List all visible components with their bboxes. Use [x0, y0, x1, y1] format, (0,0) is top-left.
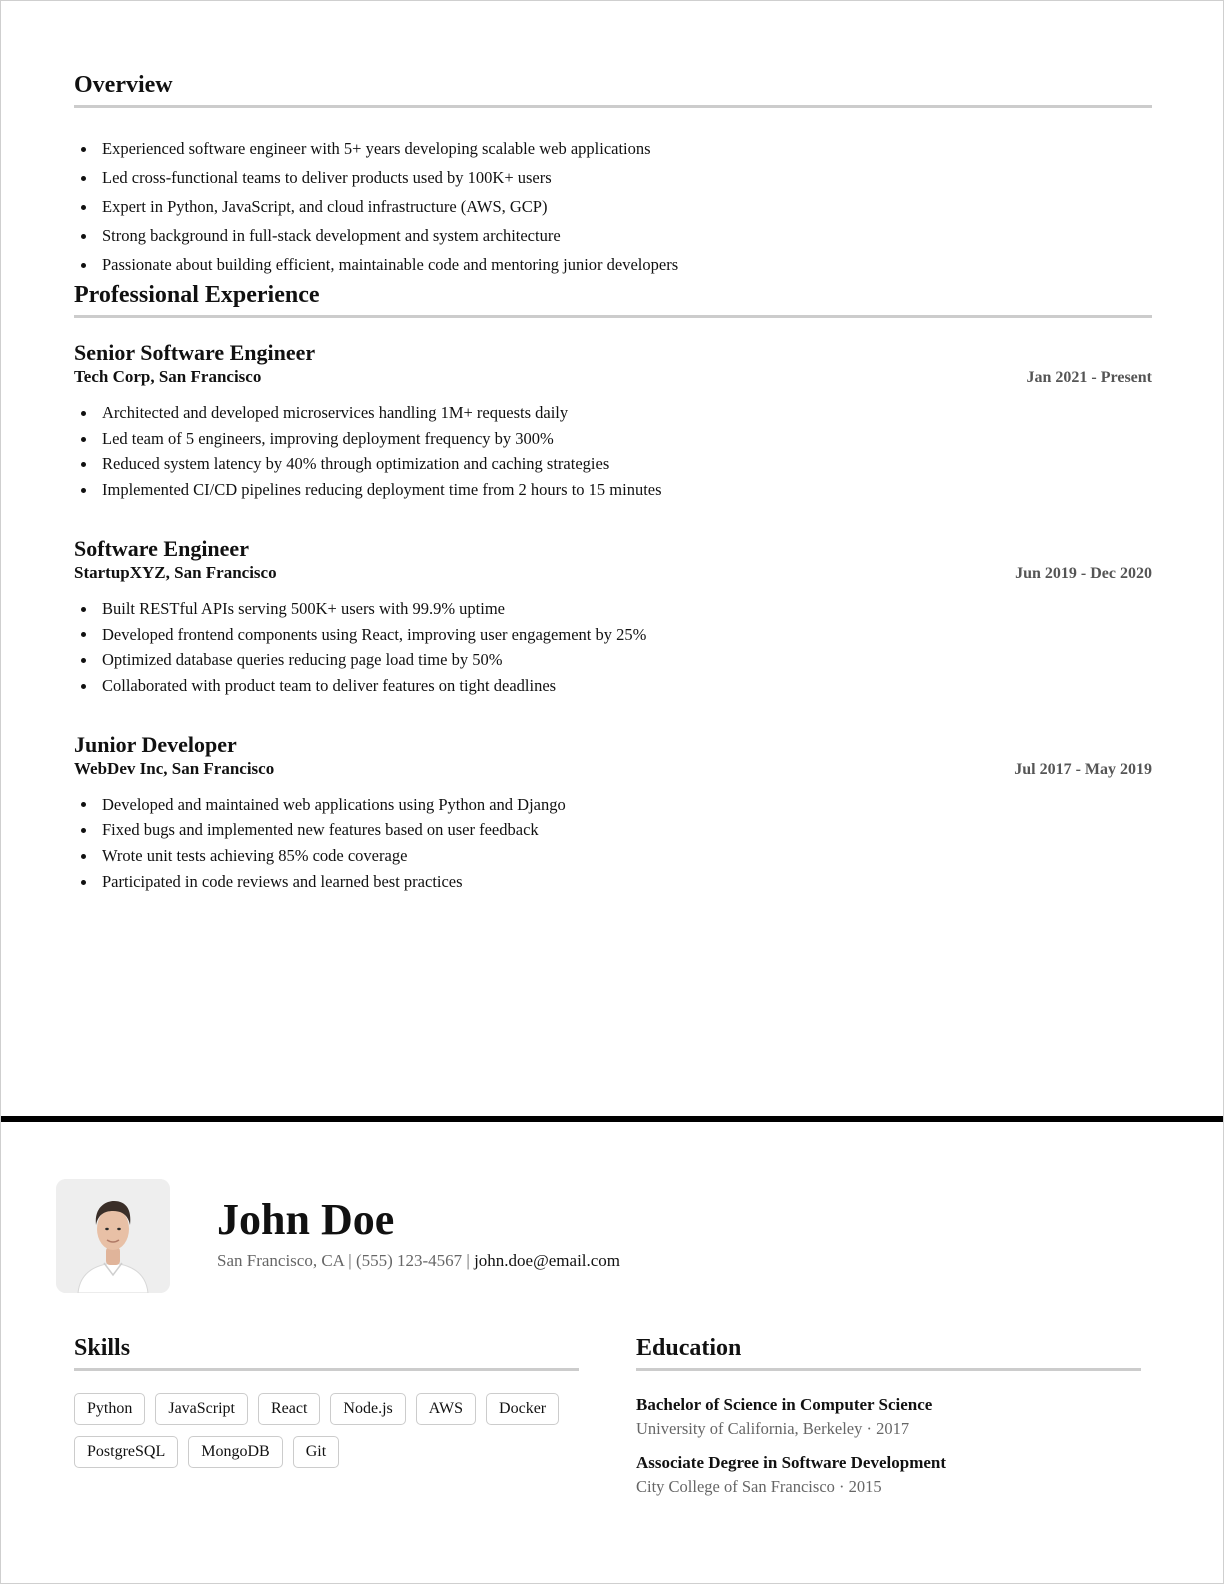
job-bullet: Architected and developed microservices handling 1M+ requests daily: [102, 400, 1152, 426]
job-bullet: Wrote unit tests achieving 85% code coverage: [102, 843, 1152, 869]
contact-separator: |: [462, 1251, 475, 1270]
contact-location: San Francisco, CA: [217, 1251, 345, 1270]
job-entry: [74, 536, 1152, 699]
education-section: [636, 1334, 1141, 1499]
job-company: Tech Corp, San Francisco: [74, 367, 262, 386]
job-bullet: Participated in code reviews and learned best practices: [102, 869, 1152, 895]
skill-tag: React: [258, 1393, 320, 1425]
job-entry: [74, 732, 1152, 895]
overview-item: Strong background in full-stack development and system architecture: [102, 221, 1152, 250]
job-bullets: [74, 596, 1152, 699]
contact-email-link[interactable]: john.doe@email.com: [474, 1251, 621, 1270]
job-dates: Jan 2021 - Present: [1026, 369, 1152, 386]
skill-tag: Git: [293, 1436, 339, 1468]
overview-section: [74, 71, 1152, 279]
job-bullet: Led team of 5 engineers, improving deployment frequency by 300%: [102, 426, 1152, 452]
skill-tags: [74, 1393, 579, 1479]
avatar: [56, 1179, 170, 1293]
job-company: StartupXYZ, San Francisco: [74, 562, 277, 582]
skill-tag: PostgreSQL: [74, 1436, 178, 1468]
overview-item: Expert in Python, JavaScript, and cloud infrastructure (AWS, GCP): [102, 192, 1152, 221]
education-entry: [636, 1451, 1141, 1499]
job-bullet: Optimized database queries reducing page load time by 50%: [102, 647, 1152, 673]
overview-heading: Overview: [74, 71, 1152, 108]
skills-heading: Skills: [74, 1334, 579, 1371]
resume-header: [56, 1179, 1156, 1293]
skill-tag: JavaScript: [155, 1393, 248, 1425]
job-dates: Jun 2019 - Dec 2020: [1015, 564, 1152, 582]
candidate-name: John Doe: [217, 1195, 395, 1244]
job-title: Junior Developer: [74, 731, 237, 757]
job-title: Senior Software Engineer: [74, 340, 316, 365]
overview-item: Experienced software engineer with 5+ years developing scalable web applications: [102, 134, 1152, 163]
job-entry: [74, 340, 1152, 503]
skill-tag: Python: [74, 1393, 145, 1425]
job-bullet: Reduced system latency by 40% through optimization and caching strategies: [102, 451, 1152, 477]
contact-separator: |: [344, 1251, 356, 1270]
experience-heading: Professional Experience: [74, 281, 1152, 318]
skills-section: [74, 1334, 579, 1479]
resume-top-section: [74, 71, 1152, 894]
job-bullets: [74, 400, 1152, 503]
job-bullet: Collaborated with product team to deliver features on tight deadlines: [102, 673, 1152, 699]
education-entry: [636, 1393, 1141, 1441]
job-bullets: [74, 792, 1152, 895]
skill-tag: MongoDB: [188, 1436, 282, 1468]
overview-list: [74, 134, 1152, 279]
contact-phone: (555) 123-4567: [355, 1251, 463, 1270]
education-school: University of California, Berkeley · 2017: [636, 1419, 910, 1438]
job-dates: Jul 2017 - May 2019: [1014, 760, 1152, 778]
overview-item: Led cross-functional teams to deliver products used by 100K+ users: [102, 163, 1152, 192]
skill-tag: Node.js: [330, 1393, 405, 1425]
education-school: City College of San Francisco · 2015: [636, 1477, 882, 1496]
page-divider: [1, 1116, 1224, 1122]
overview-item: Passionate about building efficient, maintainable code and mentoring junior developers: [102, 250, 1152, 279]
education-heading: Education: [636, 1334, 1141, 1371]
job-bullet: Built RESTful APIs serving 500K+ users with 99.9% uptime: [102, 596, 1152, 622]
contact-line: [217, 1251, 620, 1271]
education-degree: Bachelor of Science in Computer Science: [636, 1395, 933, 1414]
job-bullet: Fixed bugs and implemented new features based on user feedback: [102, 817, 1152, 843]
job-company: WebDev Inc, San Francisco: [74, 758, 275, 778]
experience-section: [74, 281, 1152, 894]
skill-tag: AWS: [416, 1393, 476, 1425]
education-degree: Associate Degree in Software Development: [636, 1453, 947, 1472]
job-bullet: Developed frontend components using React, improving user engagement by 25%: [102, 622, 1152, 648]
job-title: Software Engineer: [74, 535, 249, 561]
skill-tag: Docker: [486, 1393, 559, 1425]
job-bullet: Developed and maintained web applications using Python and Django: [102, 792, 1152, 818]
profile-photo-icon: [56, 1179, 170, 1293]
job-bullet: Implemented CI/CD pipelines reducing deployment time from 2 hours to 15 minutes: [102, 477, 1152, 503]
